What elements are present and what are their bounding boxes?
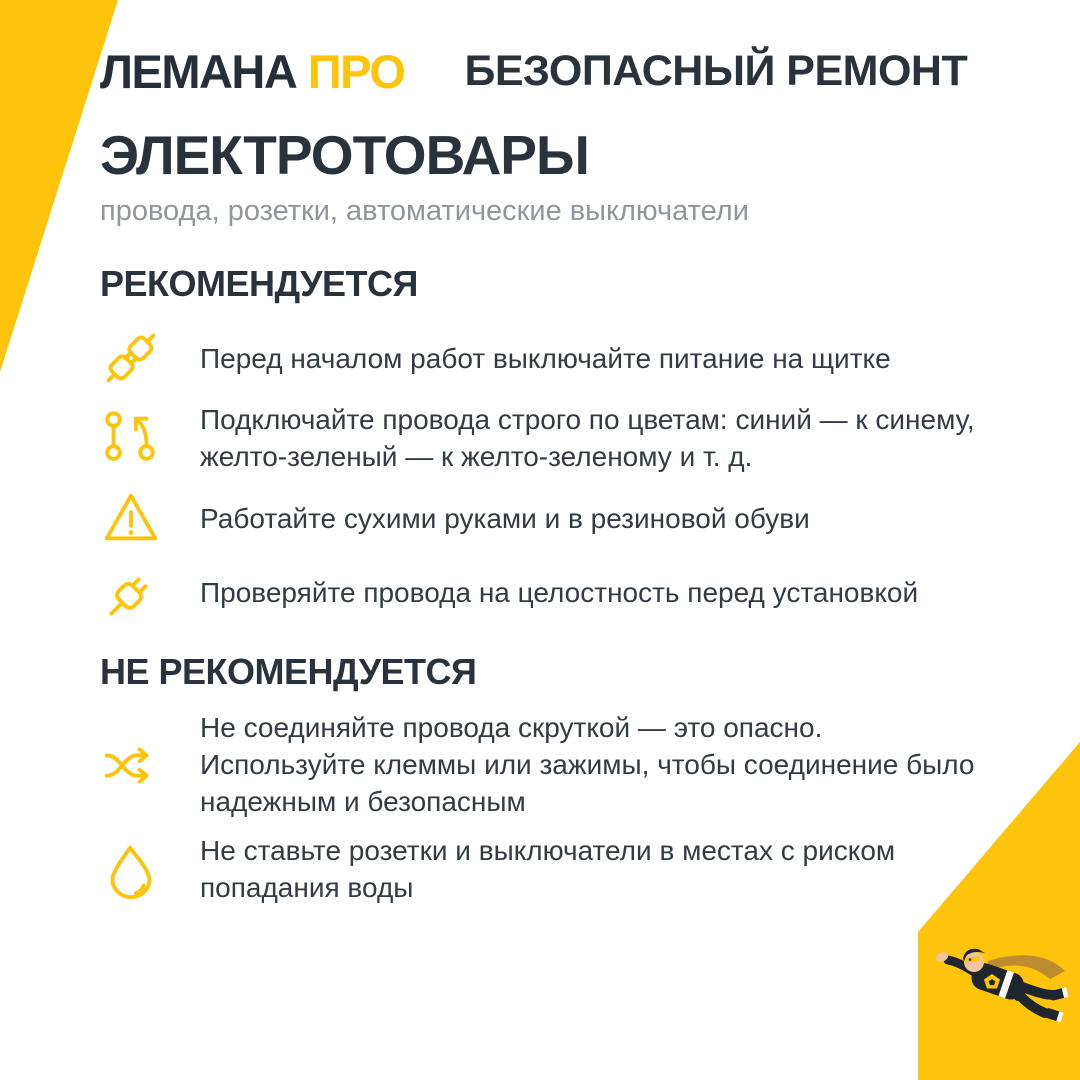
- plugs-disconnected-icon: [100, 327, 162, 389]
- item-text: Работайте сухими руками и в резиновой обуви: [200, 502, 810, 534]
- header: [100, 44, 990, 99]
- list-item: [100, 401, 990, 475]
- plug-cord-icon: [100, 561, 162, 623]
- section-title: НЕ РЕКОМЕНДУЕТСЯ: [100, 651, 477, 692]
- section-not-recommended: [100, 653, 990, 906]
- list-item: [100, 487, 990, 549]
- lemana-pro-logo: [100, 44, 404, 99]
- item-text: Не ставьте розетки и выключатели в местах с риском попадания воды: [200, 835, 896, 903]
- item-text: Не соединяйте провода скруткой — это опасно. Используйте клеммы или зажимы, чтобы соединение было надежным и безопасным: [200, 712, 975, 817]
- logo-text-accent: ПРО: [307, 45, 405, 98]
- list-item: [100, 832, 990, 906]
- list-item: [100, 561, 990, 623]
- item-text: Проверяйте провода на целостность перед установкой: [200, 576, 919, 608]
- section-title: РЕКОМЕНДУЕТСЯ: [100, 263, 418, 304]
- water-drop-icon: [100, 838, 162, 900]
- logo-text-primary: ЛЕМАНА: [100, 45, 297, 98]
- page-title: ЭЛЕКТРОТОВАРЫ: [100, 124, 589, 186]
- item-text: Подключайте провода строго по цветам: синий — к синему, желто-зеленый — к желто-зеленому и т. д.: [200, 404, 975, 472]
- list-item: [100, 709, 990, 820]
- page-subtitle: провода, розетки, автоматические выключатели: [100, 195, 749, 227]
- item-text: Перед началом работ выключайте питание на щитке: [200, 342, 891, 374]
- twisted-wires-icon: [100, 734, 162, 796]
- list-item: [100, 327, 990, 389]
- wire-colors-icon: [100, 407, 162, 469]
- warning-triangle-icon: [100, 487, 162, 549]
- flying-handyman-illustration: [928, 940, 1080, 1052]
- section-recommended: [100, 265, 990, 623]
- series-title: БЕЗОПАСНЫЙ РЕМОНТ: [464, 47, 968, 95]
- content: [100, 126, 990, 918]
